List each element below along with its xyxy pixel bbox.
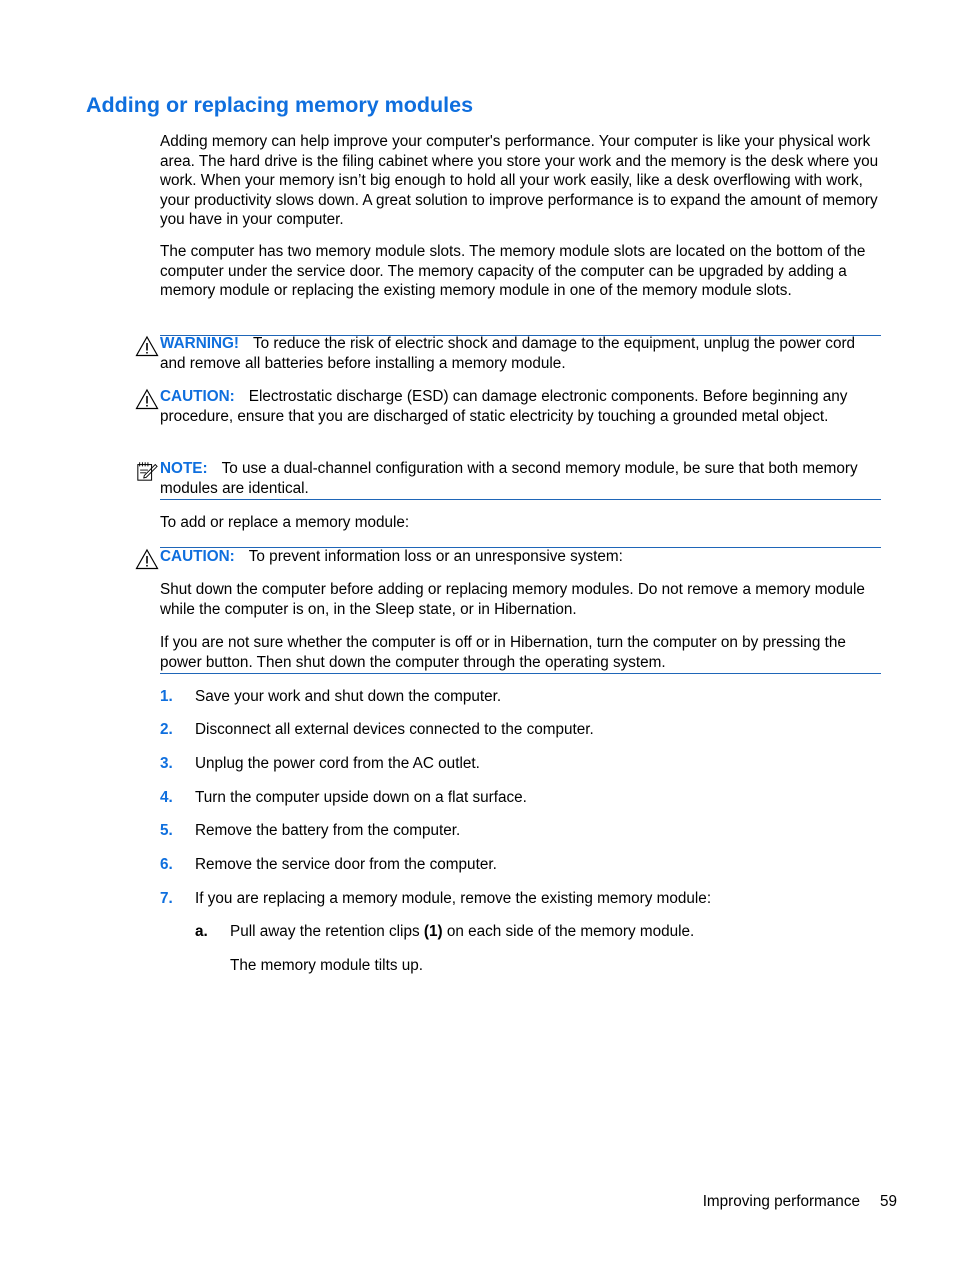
caution-loss-body: To prevent information loss or an unresponsive system:	[248, 548, 623, 565]
note-notice	[160, 459, 882, 498]
step-text: Remove the service door from the computer.	[195, 856, 497, 873]
sub-step-text-before: Pull away the retention clips	[230, 923, 424, 940]
step-number: 7.	[160, 890, 173, 907]
step-text: Disconnect all external devices connected to the computer.	[195, 721, 594, 738]
caution-loss-text	[160, 547, 882, 567]
step-number: 3.	[160, 755, 173, 772]
intro-paragraph: Adding memory can help improve your computer's performance. Your computer is like your physical work area. The hard drive is the filing cabinet where you store your work and the memory is the desk where you work. When your memory isn’t big enough to hold all your work easily, like a desk overflowing with work, your productivity slows down. A great solution to improve performance is to expand the amount of memory you have in your computer.	[160, 133, 879, 228]
footer-section-title: Improving performance	[702, 1193, 860, 1210]
note-body: To use a dual-channel configuration with a second memory module, be sure that both memory modules are identical.	[160, 460, 858, 497]
caution-esd-text	[160, 387, 882, 426]
caution-esd-notice	[160, 387, 882, 426]
procedure-intro: To add or replace a memory module:	[160, 514, 410, 531]
warning-label: WARNING!	[160, 335, 240, 352]
callout-number: (1)	[423, 923, 443, 940]
warning-notice	[160, 334, 882, 373]
caution-loss-label: CAUTION:	[160, 548, 235, 565]
step-number: 5.	[160, 822, 173, 839]
sub-step-text	[230, 922, 882, 942]
caution-triangle-icon	[135, 388, 159, 410]
page-title: Adding or replacing memory modules	[86, 93, 474, 117]
sub-step-letter: a.	[195, 923, 208, 940]
step-number: 4.	[160, 789, 173, 806]
step-text: Unplug the power cord from the AC outlet.	[195, 755, 480, 772]
warning-text	[160, 334, 882, 373]
step-text: If you are replacing a memory module, remove the existing memory module:	[195, 890, 712, 907]
step-number: 2.	[160, 721, 173, 738]
shutdown-paragraph: Shut down the computer before adding or replacing memory modules. Do not remove a memory module while the computer is on, in the Sleep state, or in Hibernation.	[160, 581, 865, 618]
page-number: 59	[879, 1193, 897, 1210]
note-label: NOTE:	[160, 460, 208, 477]
page-footer	[703, 1192, 897, 1212]
note-text	[160, 459, 882, 498]
sub-step-text-after: on each side of the memory module.	[442, 923, 695, 940]
step-number: 6.	[160, 856, 173, 873]
hibernation-paragraph: If you are not sure whether the computer is off or in Hibernation, turn the computer on by pressing the power button. Then shut down the computer through the operating system.	[160, 634, 846, 671]
note-pad-icon	[135, 460, 159, 482]
caution-loss-notice	[160, 547, 882, 567]
warning-triangle-icon	[135, 335, 159, 357]
slots-paragraph: The computer has two memory module slots. The memory module slots are located on the bottom of the computer under the service door. The memory capacity of the computer can be upgraded by adding a memory module or replacing the existing memory module in one of the memory module slots.	[160, 243, 866, 299]
step-text: Remove the battery from the computer.	[195, 822, 461, 839]
caution-triangle-icon	[135, 548, 159, 570]
caution-bottom-rule	[160, 673, 881, 674]
step-text: Turn the computer upside down on a flat surface.	[195, 789, 527, 806]
notice-bottom-rule	[160, 499, 881, 500]
step-text: Save your work and shut down the computer.	[195, 688, 502, 705]
sub-step-result-text: The memory module tilts up.	[230, 957, 423, 974]
step-number: 1.	[160, 688, 173, 705]
caution-esd-label: CAUTION:	[160, 388, 235, 405]
warning-body: To reduce the risk of electric shock and damage to the equipment, unplug the power cord and remove all batteries before installing a memory module.	[160, 335, 856, 372]
caution-esd-body: Electrostatic discharge (ESD) can damage electronic components. Before beginning any procedure, ensure that you are discharged of static electricity by touching a grounded metal object.	[160, 388, 848, 425]
